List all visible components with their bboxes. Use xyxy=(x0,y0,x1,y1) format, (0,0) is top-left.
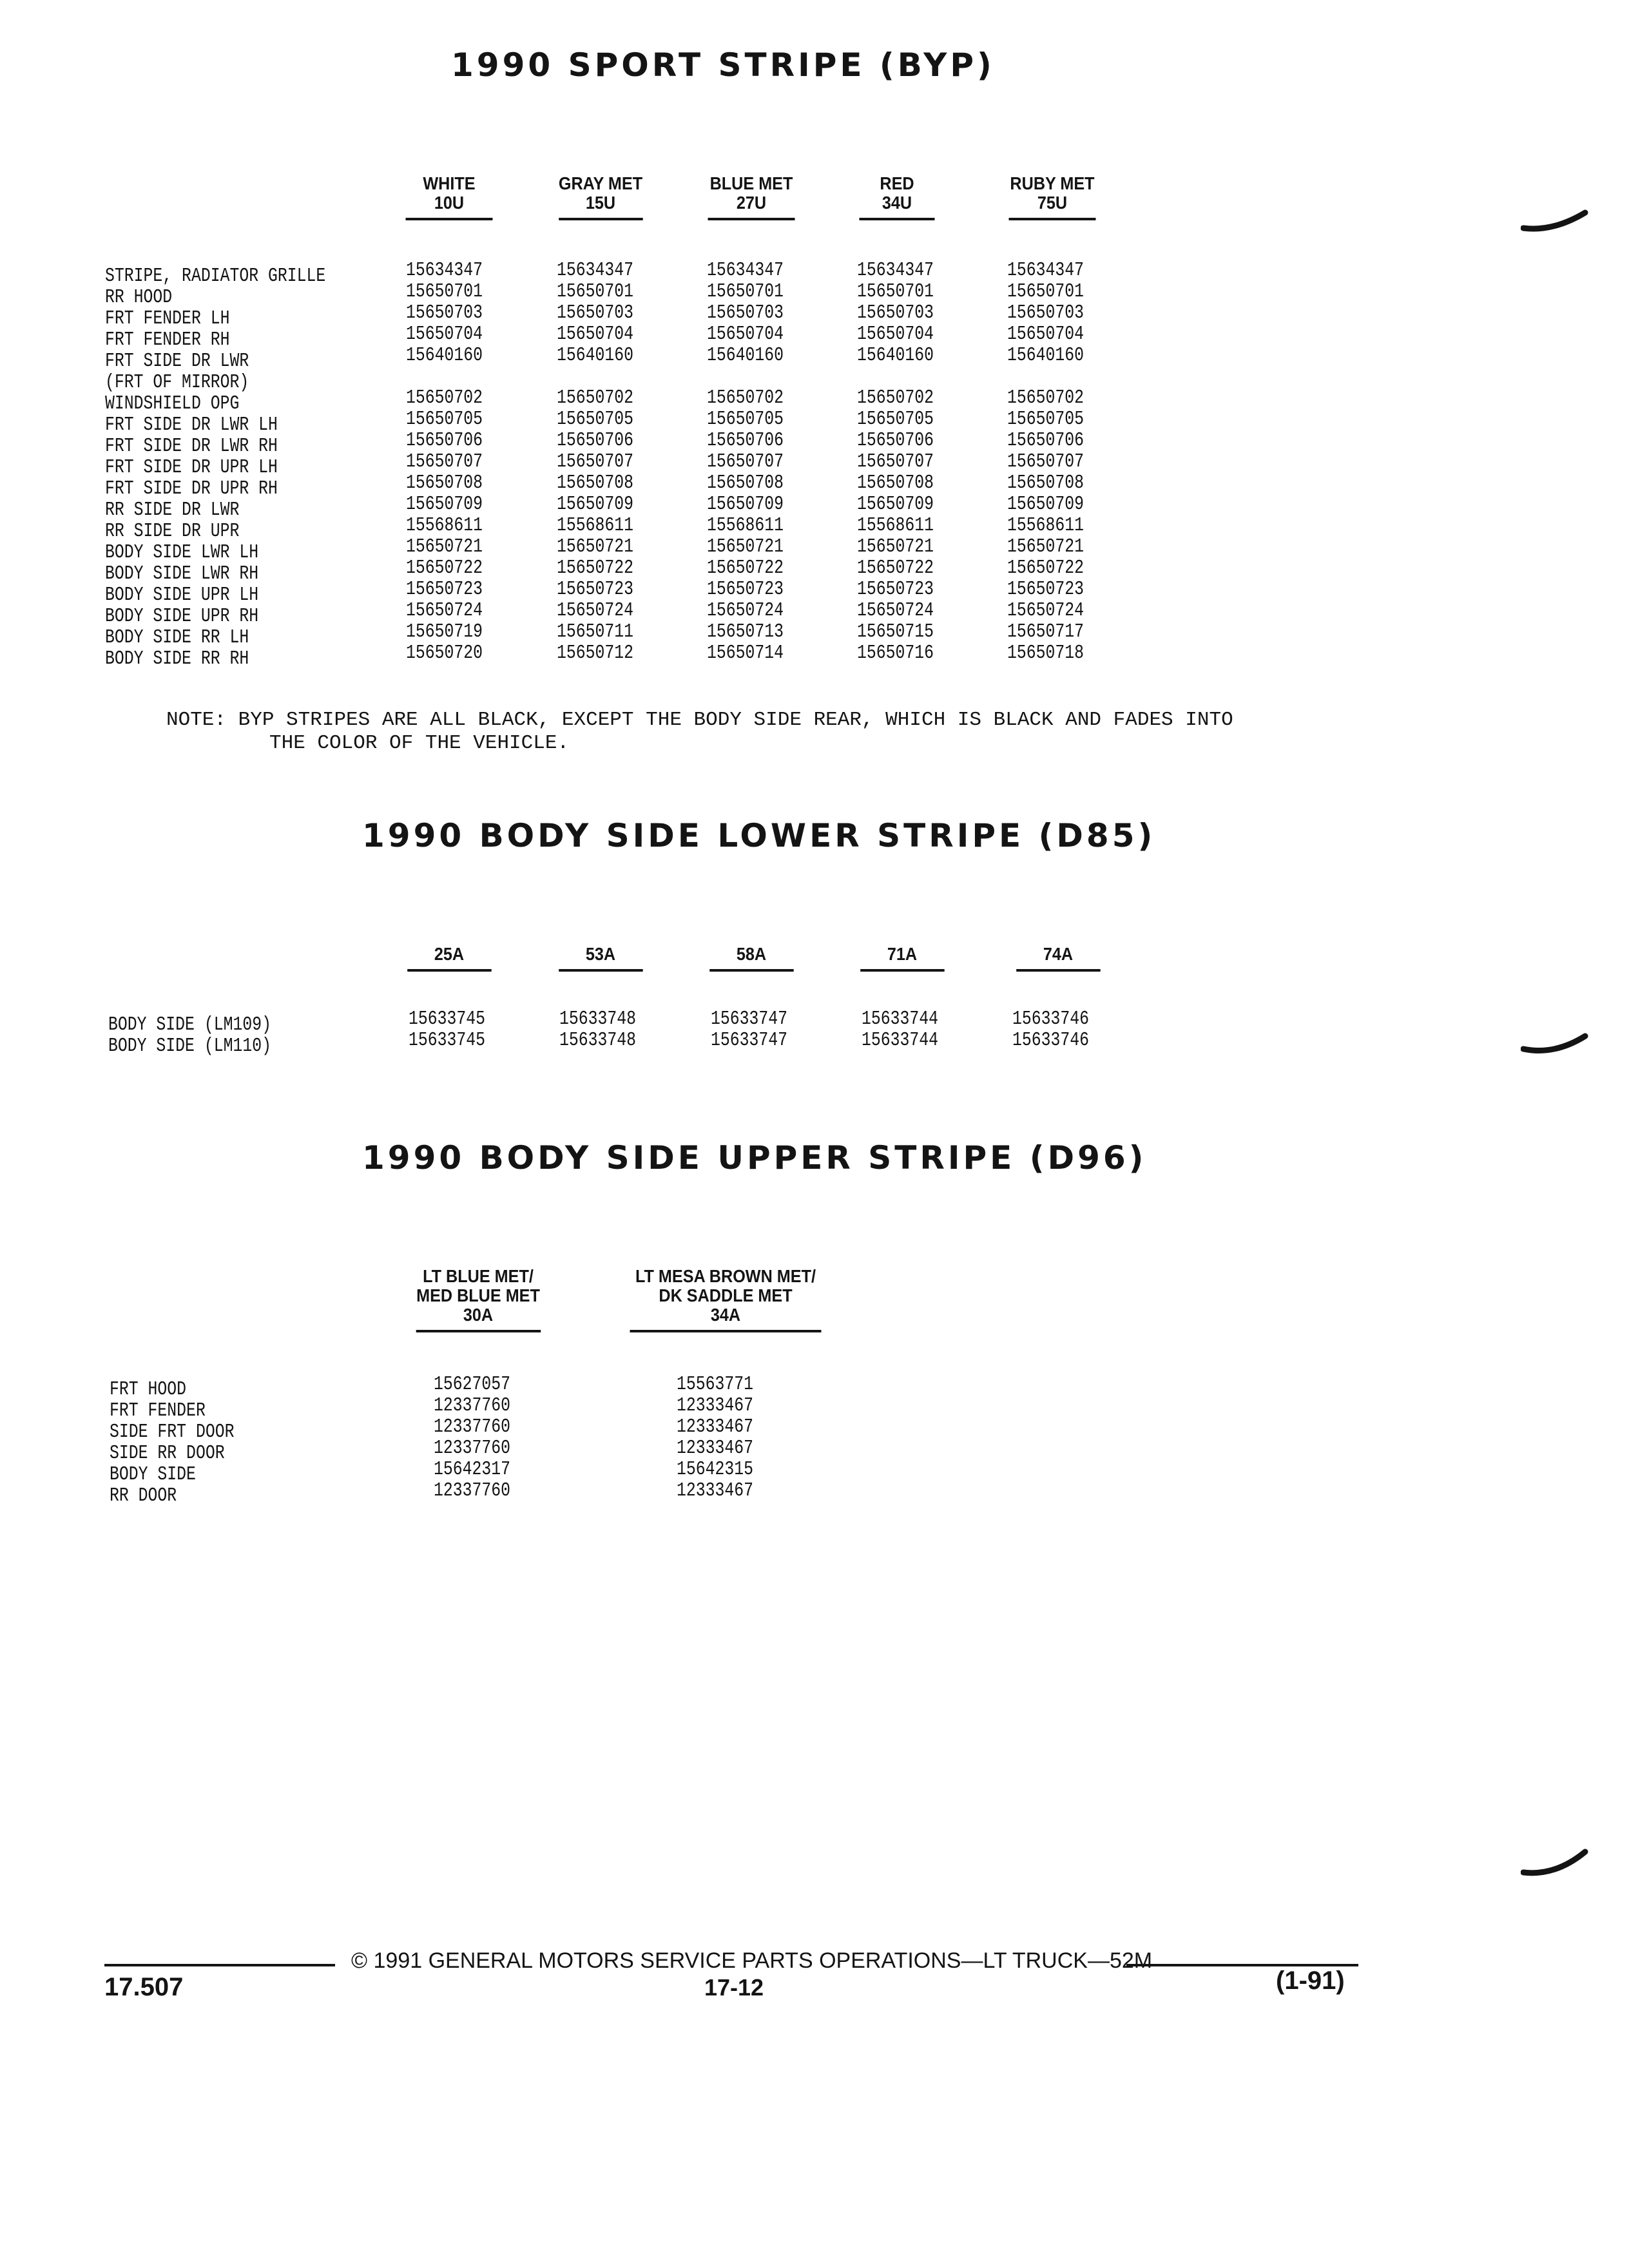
row-label: BODY SIDE xyxy=(110,1463,196,1486)
part-number: 15650706 xyxy=(1007,429,1084,452)
row-label: RR HOOD xyxy=(105,286,173,309)
part-number xyxy=(557,366,633,387)
part-number: 15633748 xyxy=(559,1029,637,1052)
part-number: 15650704 xyxy=(857,323,934,345)
column-header-underline xyxy=(559,218,643,220)
part-number: 15650715 xyxy=(857,620,934,643)
part-number: 15650711 xyxy=(557,620,634,643)
column-header-text: GRAY MET xyxy=(558,173,643,193)
column-header-text: 58A xyxy=(736,944,767,964)
part-number: 15568611 xyxy=(406,514,483,537)
column-header-text: 15U xyxy=(585,193,616,213)
part-number: 15568611 xyxy=(557,514,634,537)
part-number: 15650722 xyxy=(557,557,634,579)
part-number: 15650702 xyxy=(1007,387,1084,409)
column-header-text: 10U xyxy=(434,193,465,213)
value-column xyxy=(677,1374,753,1501)
column-header-text: RUBY MET xyxy=(1010,173,1095,193)
part-number: 15650712 xyxy=(557,642,634,664)
part-number: 15650721 xyxy=(707,535,784,558)
column-header-text: RED xyxy=(880,173,914,193)
column-header xyxy=(610,1267,842,1332)
part-number: 12337760 xyxy=(434,1437,511,1459)
part-number: 12337760 xyxy=(434,1416,511,1438)
row-label: RR SIDE DR UPR xyxy=(105,520,240,543)
part-number: 15650720 xyxy=(406,642,483,664)
part-number: 15627057 xyxy=(434,1373,511,1396)
value-column xyxy=(409,1008,485,1051)
part-number: 15650721 xyxy=(1007,535,1084,558)
section2-title: 1990 BODY SIDE LOWER STRIPE (D85) xyxy=(362,817,1156,854)
column-header-text: 30A xyxy=(463,1305,494,1325)
part-number: 15650706 xyxy=(707,429,784,452)
part-number: 15650708 xyxy=(707,472,784,494)
column-header xyxy=(936,174,1168,220)
row-label: FRT SIDE DR UPR RH xyxy=(105,477,278,500)
value-column xyxy=(862,1008,938,1051)
row-label: BODY SIDE RR RH xyxy=(105,648,249,670)
column-header-text: BLUE MET xyxy=(709,173,793,193)
row-label: SIDE FRT DOOR xyxy=(110,1421,235,1443)
column-header xyxy=(942,945,1174,972)
part-number xyxy=(406,366,483,387)
part-number: 15650703 xyxy=(557,302,634,324)
part-number: 15650708 xyxy=(406,472,483,494)
row-label: BODY SIDE (LM110) xyxy=(108,1035,272,1057)
part-number: 15640160 xyxy=(707,344,784,367)
column-header-text: 25A xyxy=(434,944,465,964)
row-label: WINDSHIELD OPG xyxy=(105,392,240,415)
column-header-underline xyxy=(407,969,492,972)
binder-mark-middle xyxy=(1521,1026,1592,1058)
part-number xyxy=(707,366,784,387)
column-header xyxy=(362,1267,594,1332)
row-label: FRT SIDE DR LWR xyxy=(105,350,249,372)
part-number: 15633747 xyxy=(711,1029,788,1052)
part-number: 12333467 xyxy=(677,1416,754,1438)
value-column xyxy=(557,260,633,664)
part-number: 15634347 xyxy=(857,259,934,282)
part-number: 15640160 xyxy=(857,344,934,367)
row-label: FRT SIDE DR LWR RH xyxy=(105,435,278,457)
part-number: 15650701 xyxy=(406,280,483,303)
part-number: 15633746 xyxy=(1012,1029,1090,1052)
part-number: 15633746 xyxy=(1012,1008,1090,1030)
part-number: 15650701 xyxy=(1007,280,1084,303)
column-header-text: WHITE xyxy=(423,173,476,193)
part-number: 15650702 xyxy=(857,387,934,409)
part-number: 15650709 xyxy=(406,493,483,515)
part-number: 15633744 xyxy=(862,1029,939,1052)
part-number: 15650703 xyxy=(707,302,784,324)
part-number: 12333467 xyxy=(677,1479,754,1502)
column-header-text: DK SADDLE MET xyxy=(659,1285,793,1305)
part-number: 15650721 xyxy=(857,535,934,558)
row-label: RR DOOR xyxy=(110,1485,177,1507)
part-number: 15650708 xyxy=(857,472,934,494)
part-number: 15650706 xyxy=(557,429,634,452)
part-number: 15650706 xyxy=(406,429,483,452)
column-header-underline xyxy=(709,969,794,972)
part-number: 15650724 xyxy=(857,599,934,622)
footer-rule-left xyxy=(104,1964,335,1966)
binder-mark-bottom xyxy=(1521,1843,1592,1881)
section1-note-line1: NOTE: BYP STRIPES ARE ALL BLACK, EXCEPT THE BODY SIDE REAR, WHICH IS BLACK AND FADES INTO xyxy=(166,709,1233,731)
part-number: 15650706 xyxy=(857,429,934,452)
part-number: 15563771 xyxy=(677,1373,754,1396)
part-number: 15650704 xyxy=(557,323,634,345)
part-number: 15633747 xyxy=(711,1008,788,1030)
part-number: 15650707 xyxy=(857,450,934,473)
part-number: 15650717 xyxy=(1007,620,1084,643)
column-header-text: 27U xyxy=(736,193,767,213)
part-number: 15650723 xyxy=(707,578,784,601)
part-number: 15650707 xyxy=(406,450,483,473)
row-label: BODY SIDE (LM109) xyxy=(108,1014,272,1036)
column-header-underline xyxy=(860,218,935,220)
part-number: 15650707 xyxy=(707,450,784,473)
part-number: 15640160 xyxy=(406,344,483,367)
part-number: 15634347 xyxy=(406,259,483,282)
section3-title: 1990 BODY SIDE UPPER STRIPE (D96) xyxy=(362,1139,1147,1177)
column-header-underline xyxy=(416,1330,541,1332)
part-number: 15650705 xyxy=(857,408,934,430)
row-label: FRT FENDER RH xyxy=(105,329,230,351)
footer-right-code: (1-91) xyxy=(1276,1966,1345,1995)
row-label: FRT SIDE DR UPR LH xyxy=(105,456,278,479)
part-number: 15650713 xyxy=(707,620,784,643)
column-header-text: 71A xyxy=(887,944,918,964)
part-number xyxy=(857,366,934,387)
part-number: 15650716 xyxy=(857,642,934,664)
part-number: 15650705 xyxy=(707,408,784,430)
part-number: 15568611 xyxy=(707,514,784,537)
part-number: 15650702 xyxy=(406,387,483,409)
row-label: (FRT OF MIRROR) xyxy=(105,371,249,394)
part-number: 15633745 xyxy=(409,1029,486,1052)
value-column xyxy=(707,260,784,664)
value-column xyxy=(857,260,934,664)
part-number: 15650703 xyxy=(406,302,483,324)
part-number: 15650701 xyxy=(707,280,784,303)
part-number: 15650708 xyxy=(1007,472,1084,494)
part-number: 15650702 xyxy=(557,387,634,409)
part-number: 15650719 xyxy=(406,620,483,643)
row-label: FRT FENDER LH xyxy=(105,307,230,330)
part-number: 15650709 xyxy=(857,493,934,515)
part-number: 15634347 xyxy=(557,259,634,282)
part-number: 15650709 xyxy=(1007,493,1084,515)
part-number: 15650701 xyxy=(857,280,934,303)
part-number: 15650723 xyxy=(1007,578,1084,601)
part-number: 15650704 xyxy=(406,323,483,345)
column-header-text: 75U xyxy=(1037,193,1068,213)
value-column xyxy=(1012,1008,1089,1051)
part-number: 12333467 xyxy=(677,1394,754,1417)
row-label: BODY SIDE UPR LH xyxy=(105,584,259,606)
part-number: 15650703 xyxy=(1007,302,1084,324)
part-number: 15650721 xyxy=(557,535,634,558)
section1-row-labels xyxy=(105,265,325,669)
column-header-text: LT BLUE MET/ xyxy=(423,1266,534,1286)
part-number: 12337760 xyxy=(434,1479,511,1502)
part-number: 15650707 xyxy=(1007,450,1084,473)
part-number: 15650724 xyxy=(406,599,483,622)
value-column xyxy=(434,1374,510,1501)
row-label: RR SIDE DR LWR xyxy=(105,499,240,521)
column-header-text: 34A xyxy=(710,1305,741,1325)
part-number: 15650703 xyxy=(857,302,934,324)
column-header-underline xyxy=(1016,969,1101,972)
part-number: 15650718 xyxy=(1007,642,1084,664)
part-number: 15633744 xyxy=(862,1008,939,1030)
part-number: 15633745 xyxy=(409,1008,486,1030)
part-number: 15568611 xyxy=(857,514,934,537)
part-number: 12333467 xyxy=(677,1437,754,1459)
part-number: 15650701 xyxy=(557,280,634,303)
part-number: 15650708 xyxy=(557,472,634,494)
part-number: 15650705 xyxy=(406,408,483,430)
part-number: 15568611 xyxy=(1007,514,1084,537)
row-label: SIDE RR DOOR xyxy=(110,1442,225,1465)
part-number: 15650721 xyxy=(406,535,483,558)
value-column xyxy=(1007,260,1084,664)
row-label: BODY SIDE LWR LH xyxy=(105,541,259,564)
part-number: 15650709 xyxy=(707,493,784,515)
column-header-underline xyxy=(630,1330,822,1332)
part-number: 12337760 xyxy=(434,1394,511,1417)
part-number: 15650709 xyxy=(557,493,634,515)
column-header-text: 53A xyxy=(585,944,616,964)
footer-left-code: 17.507 xyxy=(104,1973,184,2001)
row-label: FRT SIDE DR LWR LH xyxy=(105,414,278,436)
part-number: 15633748 xyxy=(559,1008,637,1030)
part-number: 15634347 xyxy=(1007,259,1084,282)
part-number: 15650723 xyxy=(406,578,483,601)
column-header-underline xyxy=(559,969,643,972)
row-label: FRT FENDER xyxy=(110,1399,206,1422)
part-number: 15650722 xyxy=(406,557,483,579)
value-column xyxy=(559,1008,636,1051)
part-number: 15650705 xyxy=(1007,408,1084,430)
part-number xyxy=(1007,366,1084,387)
row-label: STRIPE, RADIATOR GRILLE xyxy=(105,265,326,287)
part-number: 15634347 xyxy=(707,259,784,282)
column-header-text: 34U xyxy=(882,193,912,213)
section1-title: 1990 SPORT STRIPE (BYP) xyxy=(451,46,995,84)
part-number: 15650724 xyxy=(707,599,784,622)
part-number: 15650723 xyxy=(857,578,934,601)
binder-mark-top xyxy=(1521,204,1592,236)
part-number: 15650704 xyxy=(707,323,784,345)
value-column xyxy=(406,260,483,664)
section1-note-line2: THE COLOR OF THE VEHICLE. xyxy=(269,732,570,754)
section2-row-labels xyxy=(108,1014,271,1057)
column-header-underline xyxy=(860,969,945,972)
section3-row-labels xyxy=(110,1379,234,1506)
part-number: 15650702 xyxy=(707,387,784,409)
part-number: 15650724 xyxy=(557,599,634,622)
part-number: 15642315 xyxy=(677,1458,754,1481)
part-number: 15642317 xyxy=(434,1458,511,1481)
part-number: 15640160 xyxy=(557,344,634,367)
part-number: 15640160 xyxy=(1007,344,1084,367)
footer-center-code: 17-12 xyxy=(704,1974,764,2001)
row-label: BODY SIDE UPR RH xyxy=(105,605,259,628)
part-number: 15650705 xyxy=(557,408,634,430)
row-label: FRT HOOD xyxy=(110,1378,187,1401)
row-label: BODY SIDE RR LH xyxy=(105,626,249,649)
column-header-underline xyxy=(406,218,493,220)
column-header-text: MED BLUE MET xyxy=(416,1285,540,1305)
part-number: 15650724 xyxy=(1007,599,1084,622)
part-number: 15650722 xyxy=(857,557,934,579)
footer-copyright: © 1991 GENERAL MOTORS SERVICE PARTS OPERATIONS—LT TRUCK—52M xyxy=(351,1948,1153,1973)
column-header-underline xyxy=(1009,218,1096,220)
part-number: 15650722 xyxy=(1007,557,1084,579)
part-number: 15650722 xyxy=(707,557,784,579)
row-label: BODY SIDE LWR RH xyxy=(105,562,259,585)
part-number: 15650704 xyxy=(1007,323,1084,345)
part-number: 15650707 xyxy=(557,450,634,473)
part-number: 15650714 xyxy=(707,642,784,664)
value-column xyxy=(711,1008,787,1051)
part-number: 15650723 xyxy=(557,578,634,601)
column-header-text: 74A xyxy=(1043,944,1074,964)
column-header-text: LT MESA BROWN MET/ xyxy=(635,1266,816,1286)
